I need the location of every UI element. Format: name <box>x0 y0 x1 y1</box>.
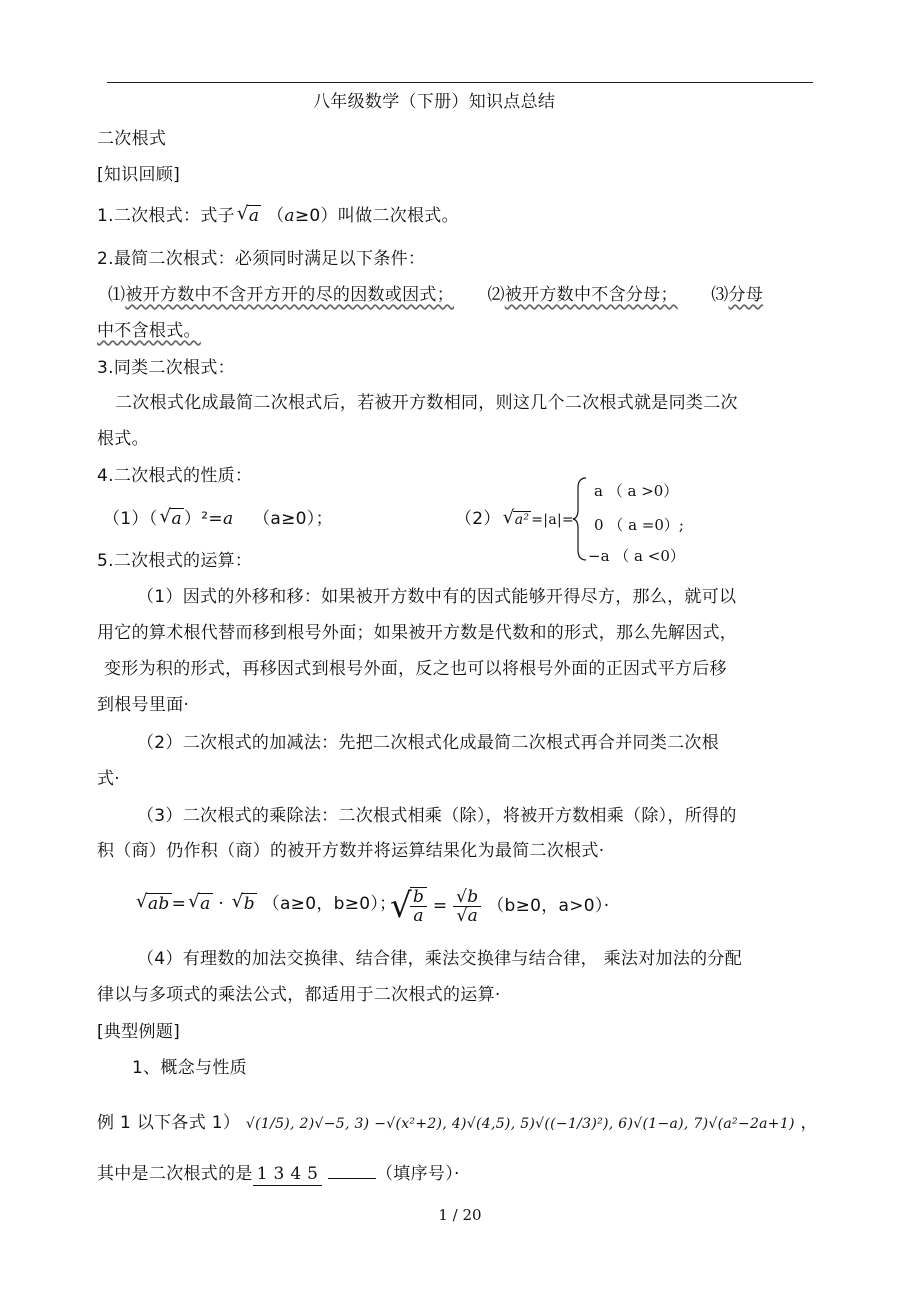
quotient-formula: √ $\frac{b}{a}$ = $\frac{√b}{√a}$ （b≥0，a>0）· <box>390 886 610 926</box>
op4-line2: 律以与多项式的乘法公式，都适用于二次根式的运算· <box>97 985 501 1005</box>
product-formula: √ ab = √ a · √ b （a≥0，b≥0）； <box>136 891 397 914</box>
op1-line2: 用它的算术根代替而移到根号外面；如果被开方数是代数和的形式，那么先解因式， <box>97 623 738 643</box>
item5-title: 5.二次根式的运算： <box>97 551 253 571</box>
op1-line3: 变形为积的形式，再移因式到根号外面，反之也可以将根号外面的正因式平方后移 <box>104 659 727 679</box>
cond2-text: 被开方数中不含分母； <box>504 285 678 305</box>
op1-line1: （1）因式的外移和移：如果被开方数中有的因式能够开得尽方，那么，就可以 <box>137 587 737 607</box>
item2-conditions <box>108 284 763 306</box>
item1-var: a <box>284 206 295 226</box>
item1-prefix: 1.二次根式：式子 <box>97 206 235 226</box>
item3-line1: 二次根式化成最简二次根式后，若被开方数相同，则这几个二次根式就是同类二次 <box>115 393 738 413</box>
item1-line <box>97 205 459 227</box>
case-positive: a （ a >0） <box>594 482 679 500</box>
case-zero: 0 （ a =0）; <box>594 516 684 534</box>
op4-line1: （4）有理数的加法交换律、结合律，乘法交换律与结合律， 乘法对加法的分配 <box>137 949 743 969</box>
item2-cond3-cont: 中不含根式。 <box>97 321 201 341</box>
answer-blank[interactable]: 1 3 4 5 <box>253 1163 323 1186</box>
cond2-number: ⑵ <box>487 285 505 305</box>
property1: （1）（ √ a ）²=a （a≥0）； <box>103 506 333 529</box>
op2-line1: （2）二次根式的加减法：先把二次根式化成最简二次根式再合并同类二次根 <box>137 733 720 753</box>
examples-heading: [典型例题] <box>97 1022 181 1042</box>
property2: （2） √ a² =|a|= <box>455 507 575 529</box>
example1-answer: 其中是二次根式的是 1 3 4 5 （填序号）· <box>97 1164 460 1184</box>
op3-line2: 积（商）仍作积（商）的被开方数并将运算结果化为最简二次根式· <box>97 841 605 861</box>
example1-line: 例 1 以下各式 1） √(1/5), 2)√−5, 3) −√(x²+2), 4)√(4,5), 5)√((−1/3)²), 6)√(1−a), 7)√(a²−2a+1) ， <box>97 1113 818 1133</box>
subsection-heading: 1、概念与性质 <box>132 1058 247 1078</box>
item1-paren: （ <box>267 206 285 226</box>
example1-expression: √(1/5), 2)√−5, 3) −√(x²+2), 4)√(4,5), 5)√((−1/3)²), 6)√(1−a), 7)√(a²−2a+1) <box>245 1116 795 1132</box>
op1-line4: 到根号里面· <box>97 695 190 715</box>
item4-title: 4.二次根式的性质： <box>97 466 253 486</box>
sqrt-symbol: √ a <box>236 203 260 226</box>
item3-line2: 根式。 <box>97 429 149 449</box>
page-number: 1 / 20 <box>438 1206 482 1224</box>
op3-line1: （3）二次根式的乘除法：二次根式相乘（除），将被开方数相乘（除），所得的 <box>137 806 737 826</box>
item1-cond: ≥0）叫做二次根式。 <box>294 206 459 226</box>
item2-title: 2.最简二次根式：必须同时满足以下条件： <box>97 249 426 269</box>
case-negative: −a （ a <0） <box>588 547 685 565</box>
section-heading: 二次根式 <box>97 129 167 149</box>
cond3-text-a: 分母 <box>728 285 764 305</box>
item3-title: 3.同类二次根式： <box>97 358 235 378</box>
page-title: 八年级数学（下册）知识点总结 <box>313 92 556 112</box>
review-heading: [知识回顾] <box>97 165 181 185</box>
cond3-number: ⑶ <box>711 285 729 305</box>
header-rule <box>107 82 813 83</box>
cond1-number: ⑴ <box>108 285 126 305</box>
op2-line2: 式· <box>97 769 121 789</box>
cond1-text: 被开方数中不含开方开的尽的因数或因式； <box>125 285 455 305</box>
